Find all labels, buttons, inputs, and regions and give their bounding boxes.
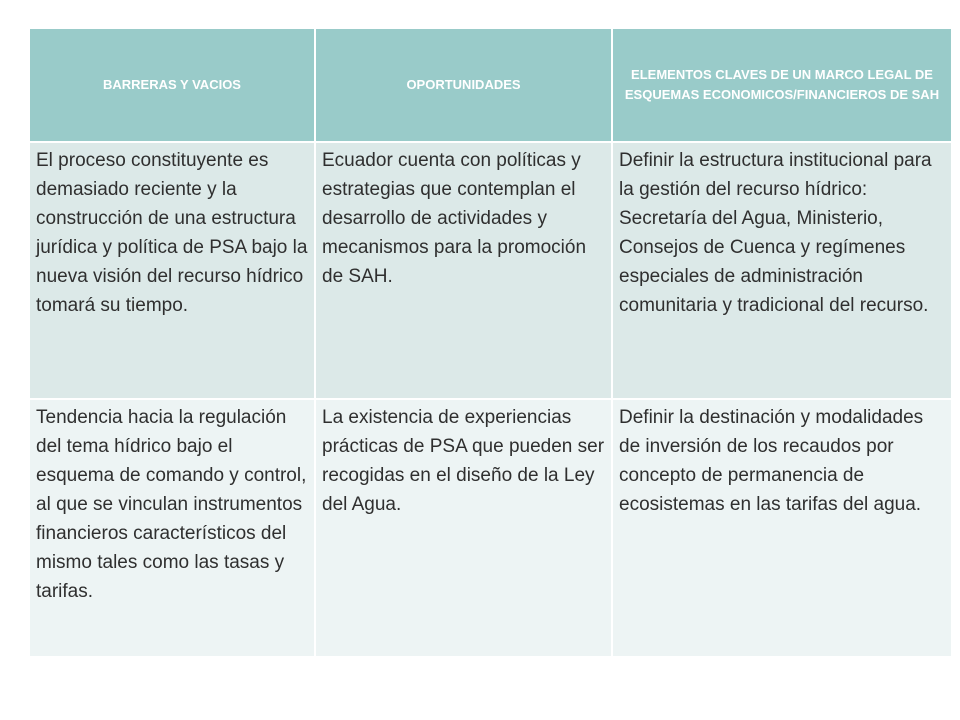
table-cell: Tendencia hacia la regulación del tema hídrico bajo el esquema de comando y control, al que se vinculan instrumentos financieros característicos del mismo tales como las tasas y tarifas. bbox=[30, 400, 316, 656]
table-cell: Definir la estructura institucional para la gestión del recurso hídrico: Secretaría del Agua, Ministerio, Consejos de Cuenca y regímenes especiales de administración comunitaria y tradicional del recurso. bbox=[613, 143, 951, 400]
header-barreras: BARRERAS Y VACIOS bbox=[30, 29, 316, 143]
table-row bbox=[30, 400, 951, 656]
comparison-table bbox=[30, 29, 951, 656]
header-row bbox=[30, 29, 951, 143]
header-elementos-claves: ELEMENTOS CLAVES DE UN MARCO LEGAL DE ESQUEMAS ECONOMICOS/FINANCIEROS DE SAH bbox=[613, 29, 951, 143]
table-cell: La existencia de experiencias prácticas de PSA que pueden ser recogidas en el diseño de la Ley del Agua. bbox=[316, 400, 613, 656]
header-oportunidades: OPORTUNIDADES bbox=[316, 29, 613, 143]
table-cell: Ecuador cuenta con políticas y estrategias que contemplan el desarrollo de actividades y mecanismos para la promoción de SAH. bbox=[316, 143, 613, 400]
table-row bbox=[30, 143, 951, 400]
table-cell: El proceso constituyente es demasiado reciente y la construcción de una estructura jurídica y política de PSA bajo la nueva visión del recurso hídrico tomará su tiempo. bbox=[30, 143, 316, 400]
table-cell: Definir la destinación y modalidades de inversión de los recaudos por concepto de permanencia de ecosistemas en las tarifas del agua. bbox=[613, 400, 951, 656]
